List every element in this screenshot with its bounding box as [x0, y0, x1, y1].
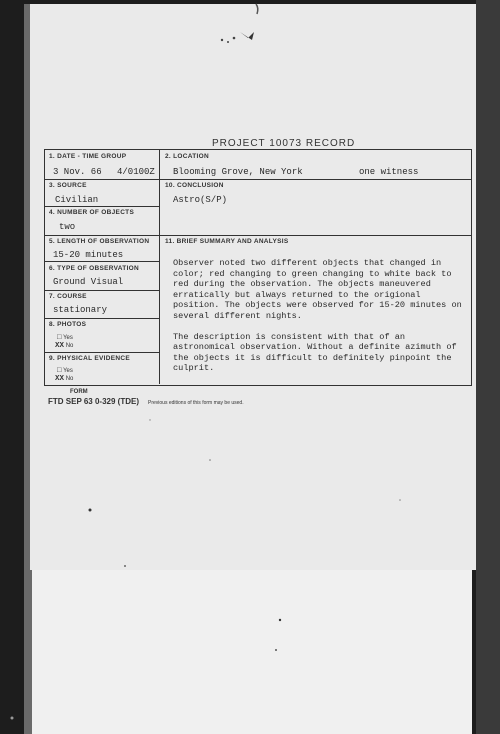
form-edition-note: Previous editions of this form may be used. — [148, 400, 244, 406]
evidence-yes-label: Yes — [63, 368, 73, 374]
location-value: Blooming Grove, New York — [173, 167, 303, 177]
photos-yes-box: □ — [57, 334, 62, 342]
photos-no-mark: XX — [55, 342, 65, 350]
date-value: 3 Nov. 66 — [53, 167, 102, 177]
form-id: FTD SEP 63 0-329 (TDE) — [48, 397, 139, 406]
location-label: 2. LOCATION — [165, 153, 209, 160]
page-title: PROJECT 10073 RECORD — [212, 138, 356, 149]
course-label: 7. COURSE — [49, 293, 87, 300]
course-value: stationary — [53, 305, 108, 315]
source-label: 3. SOURCE — [49, 182, 87, 189]
conclusion-label: 10. CONCLUSION — [165, 182, 224, 189]
photos-yes-label: Yes — [63, 335, 73, 341]
date-time-label: 1. DATE - TIME GROUP — [49, 153, 127, 160]
evidence-no-mark: XX — [55, 375, 65, 383]
witness-note: one witness — [359, 167, 419, 177]
number-of-objects-label: 4. NUMBER OF OBJECTS — [49, 209, 135, 216]
photos-label: 8. PHOTOS — [49, 321, 87, 328]
summary-label: 11. BRIEF SUMMARY AND ANALYSIS — [165, 238, 289, 245]
number-of-objects-value: two — [59, 222, 76, 232]
length-of-observation-label: 5. LENGTH OF OBSERVATION — [49, 238, 150, 245]
length-of-observation-value: 15-20 minutes — [53, 250, 124, 260]
form-label: FORM — [70, 389, 88, 395]
time-value: 4/0100Z — [117, 167, 155, 177]
source-value: Civilian — [55, 195, 99, 205]
evidence-yes-box: □ — [57, 367, 62, 375]
conclusion-value: Astro(S/P) — [173, 195, 228, 205]
summary-paragraph-analysis: The description is consistent with that of an astronomical observation. Without a definite azimuth of the objects it is difficult to definitely pinpoint the culprit. — [173, 331, 457, 374]
photos-no-label: No — [65, 343, 74, 349]
type-of-observation-value: Ground Visual — [53, 277, 124, 287]
summary-paragraph-observation: Observer noted two different objects that changed in color; red changing to green changing to white back to red during the observation. The objects maneuvered erratically but always returned to the origional position. The objects were observed for 15-20 minutes on several different nights. — [173, 258, 462, 321]
type-of-observation-label: 6. TYPE OF OBSERVATION — [49, 265, 140, 272]
evidence-no-label: No — [65, 376, 74, 382]
physical-evidence-label: 9. PHYSICAL EVIDENCE — [49, 355, 131, 362]
